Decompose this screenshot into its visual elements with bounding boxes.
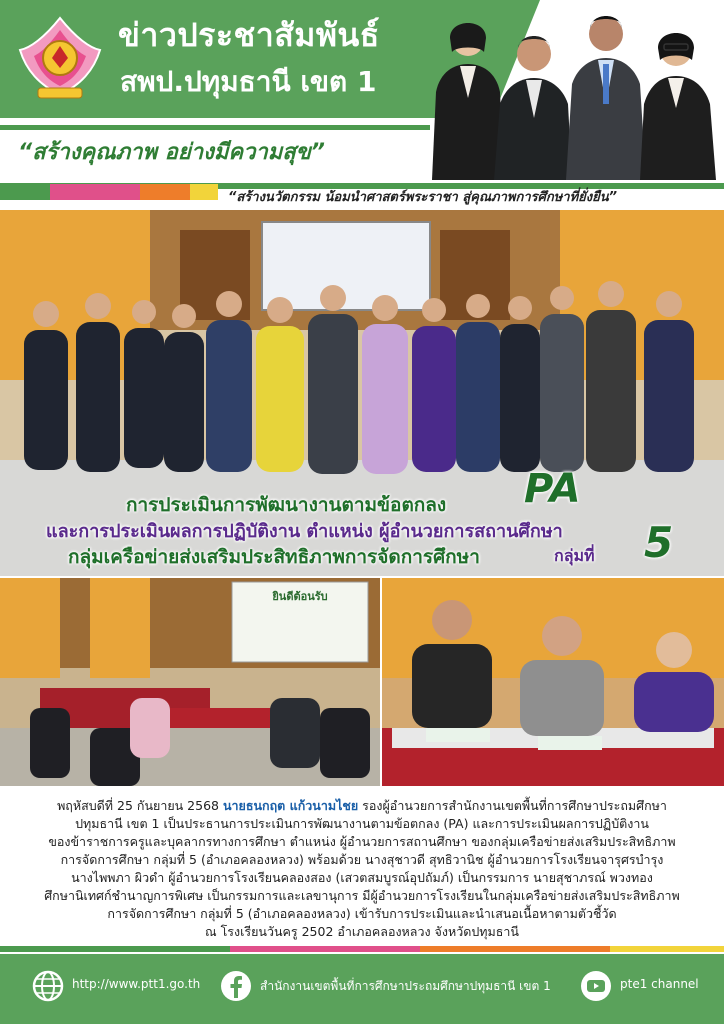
article-body [0,792,724,942]
executives-group-photo [428,8,724,180]
body-line-6: ศึกษานิเทศก์ชำนาญการพิเศษ เป็นกรรมการและเลขานุการ มีผู้อำนวยการโรงเรียนในกลุ่มเครือข่ายส่งเสริมประสิทธิภาพ [44,888,680,903]
committee-illustration [382,578,724,786]
meeting-room-photo [0,578,380,786]
body-line-3: ของข้าราชการครูและบุคลากรทางการศึกษา ตำแหน่ง ผู้อำนวยการสถานศึกษา ของกลุ่มเครือข่ายส่งเสริมประสิทธิภาพ [48,834,676,849]
header-subtitle: สพป.ปทุมธานี เขต 1 [120,65,377,98]
motto-text: “สร้างคุณภาพ อย่างมีความสุข” [18,140,325,165]
header-title: ข่าวประชาสัมพันธ์ [118,16,380,54]
facebook-icon[interactable] [220,970,252,1002]
committee-photo [382,578,724,786]
body-line-4: การจัดการศึกษา กลุ่มที่ 5 (อำเภอคลองหลวง) พร้อมด้วย นางสุชาวดี สุทธิวานิช ผู้อำนวยการโรงเรียนจารุศรบำรุง [60,852,664,867]
person-name: นายธนกฤต แก้วนามไชย [222,798,359,813]
youtube-icon[interactable] [580,970,612,1002]
body-line-8: ณ โรงเรียนวันครู 2502 อำเภอคลองหลวง จังหวัดปทุมธานี [205,924,519,939]
youtube-channel-link[interactable]: pte1 channel [620,977,699,991]
stripe-orange [140,184,190,200]
stripe-yellow [190,184,218,200]
footer [0,954,724,1024]
headline-line2: และการประเมินผลการปฏิบัติงาน ตำแหน่ง ผู้อำนวยการสถานศึกษา [46,521,563,542]
footer-stripes [0,946,724,952]
stripe-pink [50,184,140,200]
headline-line1: การประเมินการพัฒนางานตามข้อตกลง [126,494,447,516]
stripe-green [0,184,50,200]
headline-group-number: 5 [644,518,674,567]
meeting-room-illustration [0,578,380,786]
body-line-7: การจัดการศึกษา กลุ่มที่ 5 (อำเภอคลองหลวง) เข้ารับการประเมินและนำเสนอเนื้อหาตามตัวชี้วัด [107,906,617,921]
welcome-screen-text: ยินดีต้อนรับ [272,590,328,603]
body-line-1: พฤหัสบดีที่ 25 กันยายน 2568 นายธนกฤต แก้วนามไชย รองผู้อำนวยการสำนักงานเขตพื้นที่การศึกษาประถมศึกษา [57,798,667,813]
headline-line3: กลุ่มเครือข่ายส่งเสริมประสิทธิภาพการจัดการศึกษา [68,546,480,568]
headline [0,466,724,576]
obec-logo-icon [14,8,106,106]
header-divider [0,125,430,130]
body-line-2: ปทุมธานี เขต 1 เป็นประธานการประเมินการพัฒนางานตามข้อตกลง (PA) และการประเมินผลการปฏิบัติงาน [75,816,649,831]
headline-pa: PA [524,466,581,512]
facebook-page-link[interactable]: สำนักงานเขตพื้นที่การศึกษาประถมศึกษาปทุมธานี เขต 1 [260,979,551,993]
body-line-5: นางไพพภา ผิวดำ ผู้อำนวยการโรงเรียนคลองสอง (เสวตสมบูรณ์อุปถัมภ์) เป็นกรรมการ นายสุชาภรณ์ พวงทอง [71,870,653,885]
globe-icon [32,970,64,1002]
slogan-text: “สร้างนวัตกรรม น้อมนำศาสตร์พระราชา สู่คุณภาพการศึกษาที่ยั่งยืน” [228,190,618,205]
headline-group-label: กลุ่มที่ [554,546,595,565]
website-link[interactable]: http://www.ptt1.go.th [72,977,201,991]
